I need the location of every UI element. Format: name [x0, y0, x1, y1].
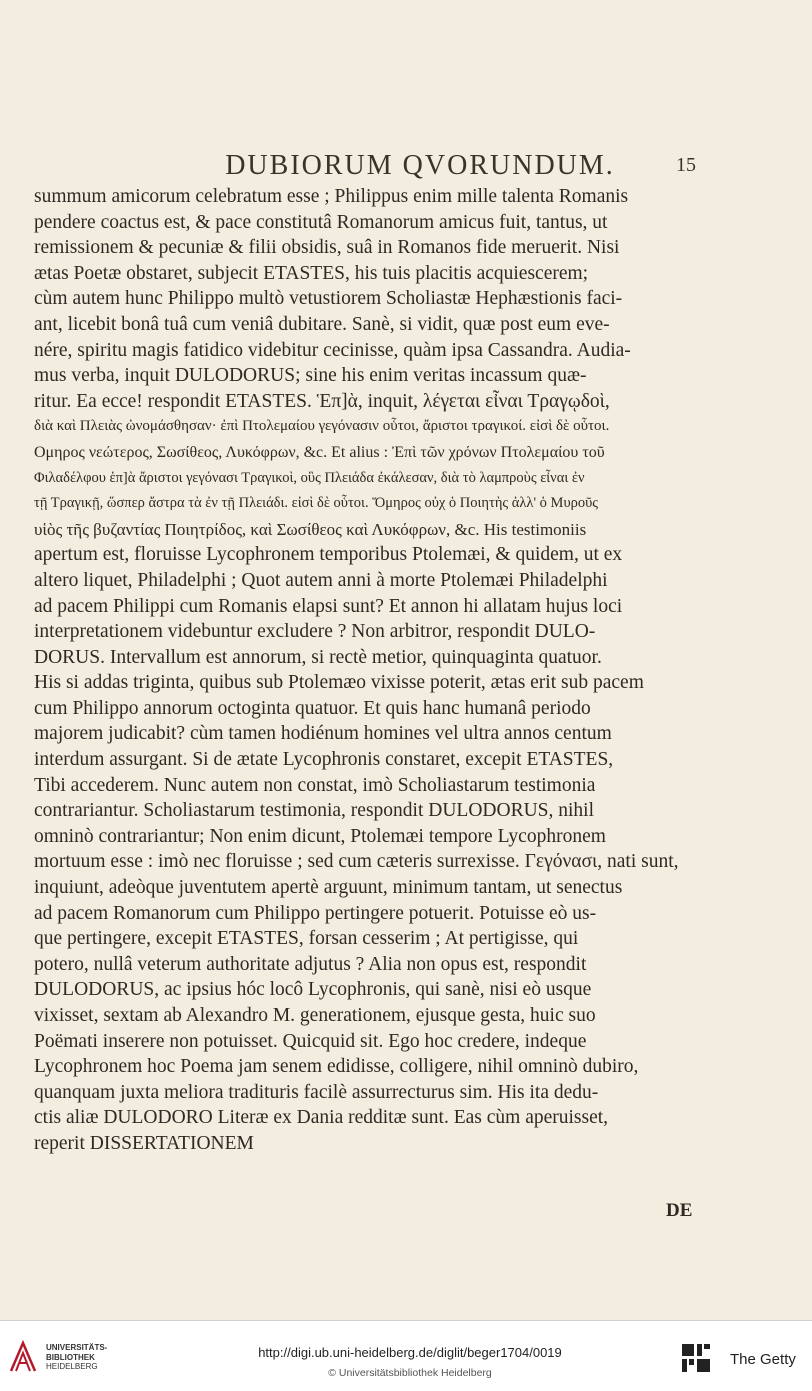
text-line: mortuum esse : imò nec floruisse ; sed cum cæteris surrexisse. Γεγόνασι, nati sunt,	[34, 851, 679, 873]
text-line: His si addas triginta, quibus sub Ptolemæo vixisse poterit, ætas erit sub pacem	[34, 672, 644, 694]
text-line: interpretationem videbuntur excludere ? Non arbitror, respondit DULO-	[34, 621, 596, 643]
text-line: ritur. Ea ecce! respondit ETASTES. Ἑπ]ὰ, inquit, λέγεται εἶναι Τραγῳδοὶ,	[34, 390, 610, 412]
page-number: 15	[676, 154, 696, 176]
text-line: ant, licebit bonâ tuâ cum veniâ dubitare. Sanè, si vidit, quæ post eum eve-	[34, 313, 610, 335]
copyright-notice: © Universitätsbibliothek Heidelberg	[328, 1367, 492, 1379]
text-line: cum Philippo annorum octoginta quatuor. Et quis hanc humanâ periodo	[34, 697, 591, 719]
library-name-line: UNIVERSITÄTS-	[46, 1343, 108, 1352]
text-line: omninò contrariantur; Non enim dicunt, Ptolemæi tempore Lycophronem	[34, 825, 606, 847]
heidelberg-library-logo-icon	[8, 1339, 38, 1373]
text-line: nére, spiritu magis fatidico videbitur cecinisse, quàm ipsa Cassandra. Audia-	[34, 339, 631, 361]
text-line: ctis aliæ DULODORO Literæ ex Dania redditæ sunt. Eas cùm aperuisset,	[34, 1107, 609, 1129]
text-line: υἱὸς τῆς βυζαντίας Ποιητρίδος, καὶ Σωσίθεος καὶ Λυκόφρων, &c. His testimoniis	[34, 519, 587, 539]
text-line: remissionem & pecuniæ & filii obsidis, suâ in Romanos fide meruerit. Nisi	[34, 237, 620, 259]
text-line: quanquam juxta meliora tradituris facilè assurrecturus sim. His ita dedu-	[34, 1081, 599, 1103]
text-line: mus verba, inquit DULODORUS; sine his enim veritas incassum quæ-	[34, 365, 587, 387]
text-line: ad pacem Philippi cum Romanis elapsi sunt? Et annon hi allatam hujus loci	[34, 595, 623, 617]
text-line: potero, nullâ veterum authoritate adjutus ? Alia non opus est, respondit	[34, 953, 587, 975]
text-line: DULODORUS, ac ipsius hóc locô Lycophronis, qui sanè, nisi eò usque	[34, 979, 592, 1001]
text-line: contrariantur. Scholiastarum testimonia, respondit DULODORUS, nihil	[34, 800, 595, 822]
text-line: majorem judicabit? cùm tamen hodiénum homines vel ultra annos centum	[34, 723, 612, 745]
text-line: summum amicorum celebratum esse ; Philippus enim mille talenta Romanis	[34, 186, 629, 207]
text-line: Poëmati inserere non potuisset. Quicquid sit. Ego hoc credere, indeque	[34, 1030, 587, 1052]
viewer-footer	[0, 1320, 812, 1391]
text-line: ad pacem Romanorum cum Philippo pertingere potuerit. Potuisse eò us-	[34, 902, 597, 924]
text-line: vixisset, sextam ab Alexandro M. generationem, ejusque gesta, huic suo	[34, 1005, 596, 1026]
permalink[interactable]: http://digi.ub.uni-heidelberg.de/diglit/beger1704/0019	[258, 1345, 562, 1360]
text-line: reperit DISSERTATIONEM	[34, 1132, 254, 1154]
text-line: cùm autem hunc Philippo multò vetustiorem Scholiastæ Hephæstionis faci-	[34, 288, 623, 310]
text-line: inquiunt, adeòque juventutem apertè arguunt, minimum tantam, ut senectus	[34, 877, 623, 899]
text-line: apertum est, floruisse Lycophronem temporibus Ptolemæi, & quidem, ut ex	[34, 544, 623, 566]
text-line: διὰ καὶ Πλειὰς ὠνομάσθησαν· ἐπὶ Πτολεμαίου γεγόνασιν οὗτοι, ἄριστοι τραγικοί. εἰσὶ δὲ οὗτοι.	[34, 418, 610, 435]
text-line: ætas Poetæ obstaret, subjecit ETASTES, his tuis placitis acquiescerem;	[34, 262, 589, 284]
text-line: Ομηρος νεώτερος, Σωσίθεος, Λυκόφρων, &c. Et alius : Ἐπὶ τῶν χρόνων Πτολεμαίου τοῦ	[34, 443, 605, 461]
getty-logo-icon	[681, 1343, 711, 1373]
text-line: altero liquet, Philadelphi ; Quot autem anni à morte Ptolemæi Philadelphi	[34, 569, 608, 591]
text-line: Lycophronem hoc Poema jam senem edidisse, colligere, nihil omninò dubiro,	[34, 1056, 639, 1078]
library-name-line: BIBLIOTHEK	[46, 1352, 95, 1362]
text-line: pendere coactus est, & pace constitutâ Romanorum amicus fuit, tantus, ut	[34, 211, 608, 233]
library-name-line: HEIDELBERG	[46, 1362, 98, 1371]
running-title: DUBIORUM QVORUNDUM.	[225, 150, 615, 181]
text-line: que pertingere, excepit ETASTES, forsan cesserim ; At pertigisse, qui	[34, 928, 579, 950]
library-name	[46, 1343, 107, 1372]
text-line: interdum assurgant. Si de ætate Lycophronis constaret, excepit ETASTES,	[34, 749, 614, 771]
text-line: Tibi accederem. Nunc autem non constat, imò Scholiastarum testimonia	[34, 774, 596, 796]
text-line: τῇ Τραγικῇ, ὥσπερ ἄστρα τὰ ἐν τῇ Πλειάδι. εἰσὶ δὲ οὗτοι. Ὅμηρος οὐχ ὁ Ποιητὴς ἀλλ' ὁ Μυροῦς	[34, 495, 599, 512]
catchword: DE	[666, 1200, 693, 1221]
getty-name: The Getty	[730, 1351, 796, 1368]
text-line: DORUS. Intervallum est annorum, si rectè metior, quinquaginta quatuor.	[34, 646, 602, 668]
text-line: Φιλαδέλφου ἑπ]ὰ ἄριστοι γεγόνασι Τραγικοὶ, οὓς Πλειάδα ἐκάλεσαν, διὰ τὸ λαμπροὺς εἶναι ἐν	[34, 469, 585, 486]
body-text	[34, 184, 758, 1157]
